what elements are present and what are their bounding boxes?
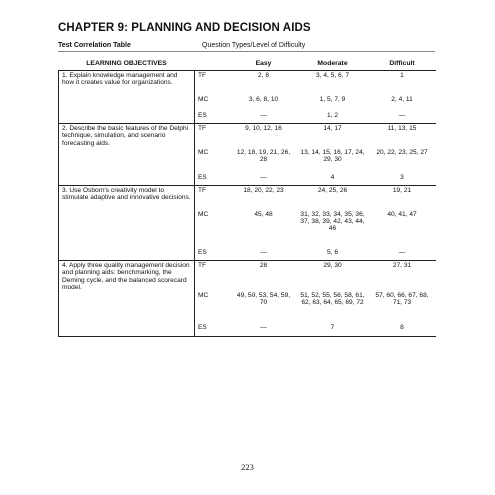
easy-cell: — bbox=[231, 111, 297, 124]
difficult-cell: 20, 22, 23, 25, 27 bbox=[376, 148, 428, 156]
moderate-cell: 29, 30 bbox=[323, 262, 342, 269]
table-row bbox=[59, 186, 436, 210]
moderate-cell: 7 bbox=[297, 323, 369, 337]
easy-cell: — bbox=[231, 248, 297, 261]
difficult-cell: 11, 13, 15 bbox=[387, 125, 417, 132]
moderate-cell: 31, 32, 33, 34, 35, 36, 37, 38, 39, 42, 43, 44, 46 bbox=[300, 210, 365, 233]
objective-2-text: 2. Describe the basic features of the Delphi technique, simulation, and scenario forecasting aids. bbox=[59, 124, 195, 186]
moderate-cell: 4 bbox=[297, 173, 369, 186]
header-objectives: LEARNING OBJECTIVES bbox=[59, 54, 195, 71]
moderate-cell: 13, 14, 15, 16, 17, 24, 29, 30 bbox=[300, 148, 365, 163]
moderate-cell: 51, 52, 55, 56, 58, 61, 62, 63, 64, 65, 69, 72 bbox=[300, 291, 365, 306]
easy-cell: 28 bbox=[259, 262, 268, 269]
page-number: 223 bbox=[241, 462, 254, 472]
easy-cell: — bbox=[231, 173, 297, 186]
table-label: Test Correlation Table bbox=[58, 42, 131, 49]
question-type: ES bbox=[195, 323, 231, 337]
question-type: ES bbox=[195, 111, 231, 124]
easy-cell: 2, 8 bbox=[258, 72, 269, 79]
difficult-cell: 19, 21 bbox=[392, 187, 412, 194]
header-type bbox=[195, 54, 231, 71]
objective-1-text: 1. Explain knowledge management and how it creates value for organizations. bbox=[59, 71, 195, 124]
easy-cell: 49, 50, 53, 54, 59, 70 bbox=[236, 291, 291, 306]
moderate-cell: 1, 5, 7, 9 bbox=[319, 95, 346, 103]
difficult-cell: 2, 4, 11 bbox=[391, 95, 413, 103]
chapter-title: CHAPTER 9: PLANNING AND DECISION AIDS bbox=[58, 22, 311, 34]
question-type: ES bbox=[195, 248, 231, 261]
difficult-cell: 1 bbox=[400, 72, 404, 79]
question-type: TF bbox=[195, 71, 231, 95]
question-type: TF bbox=[195, 186, 231, 210]
easy-cell: 18, 20, 22, 23 bbox=[243, 187, 284, 194]
objective-3-text: 3. Use Osborn's creativity model to stimulate adaptive and innovative decisions. bbox=[59, 186, 195, 261]
question-type: TF bbox=[195, 124, 231, 148]
difficult-cell: 8 bbox=[369, 323, 436, 337]
table-subtitle: Question Types/Level of Difficulty bbox=[202, 42, 306, 49]
header-divider bbox=[58, 51, 435, 52]
difficult-cell: 57, 60, 66, 67, 68, 71, 73 bbox=[375, 291, 429, 306]
difficult-cell: 27, 31 bbox=[392, 262, 412, 269]
header-moderate: Moderate bbox=[297, 54, 369, 71]
question-type: TF bbox=[195, 261, 231, 291]
table-row bbox=[59, 261, 436, 291]
moderate-cell: 14, 17 bbox=[323, 125, 342, 132]
difficult-cell: — bbox=[369, 248, 436, 261]
difficult-cell: 40, 41, 47 bbox=[387, 210, 417, 218]
question-type: MC bbox=[195, 148, 231, 173]
table-header-row bbox=[59, 54, 436, 71]
easy-cell: 9, 10, 12, 16 bbox=[245, 125, 282, 132]
moderate-cell: 1, 2 bbox=[297, 111, 369, 124]
test-correlation-table bbox=[58, 54, 436, 337]
moderate-cell: 24, 25, 26 bbox=[317, 187, 348, 194]
moderate-cell: 3, 4, 5, 6, 7 bbox=[316, 72, 349, 79]
moderate-cell: 5, 6 bbox=[297, 248, 369, 261]
difficult-cell: — bbox=[369, 111, 436, 124]
header-easy: Easy bbox=[231, 54, 297, 71]
question-type: MC bbox=[195, 291, 231, 323]
easy-cell: 45, 48 bbox=[254, 210, 273, 218]
question-type: MC bbox=[195, 210, 231, 248]
header-difficult: Difficult bbox=[369, 54, 436, 71]
question-type: ES bbox=[195, 173, 231, 186]
easy-cell: — bbox=[231, 323, 297, 337]
difficult-cell: 3 bbox=[369, 173, 436, 186]
objective-4-text: 4. Apply three quality management decision and planning aids: benchmarking, the Deming cycle, and the balanced scorecard model. bbox=[59, 261, 195, 337]
easy-cell: 3, 6, 8, 10 bbox=[248, 95, 279, 103]
table-row bbox=[59, 71, 436, 95]
easy-cell: 12, 18, 19, 21, 26, 28 bbox=[236, 148, 291, 163]
table-row bbox=[59, 124, 436, 148]
question-type: MC bbox=[195, 95, 231, 111]
